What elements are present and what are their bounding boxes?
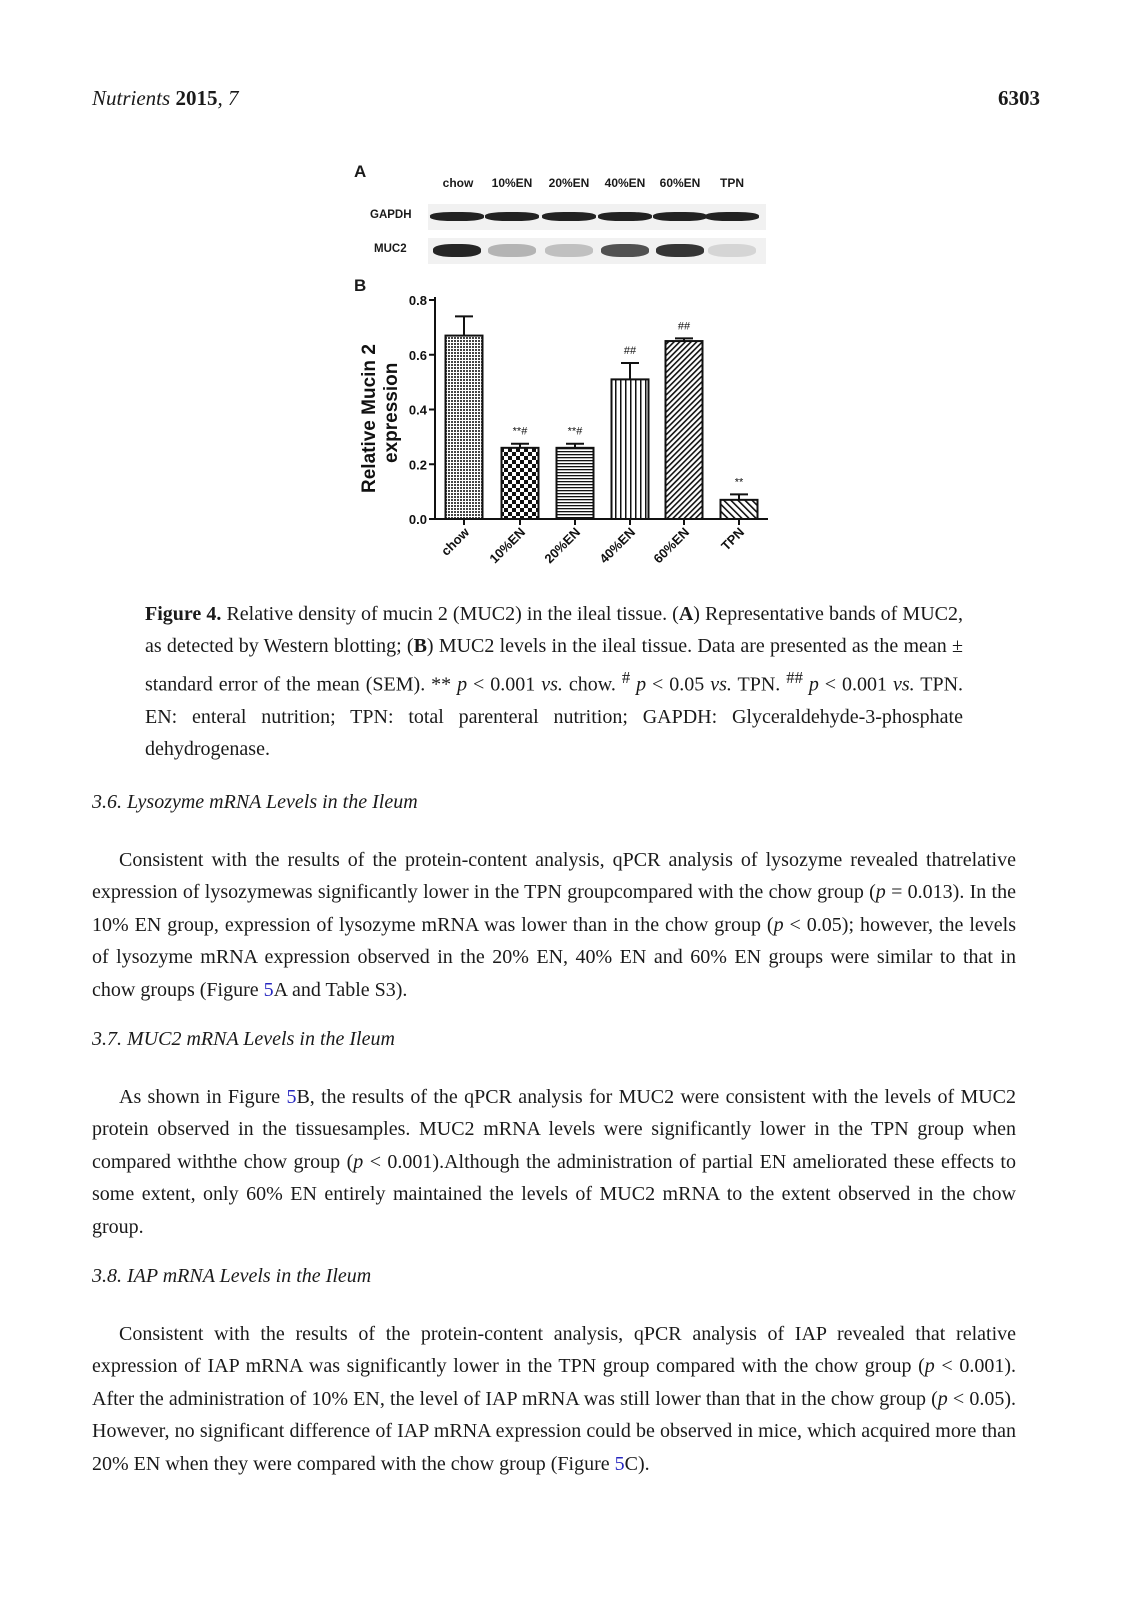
caption-ref-b: B xyxy=(413,635,427,657)
y-tick-label: 0.0 xyxy=(408,512,427,527)
x-tick-label: chow xyxy=(438,524,473,559)
paragraph-text: A and Table S3). xyxy=(273,978,408,1001)
significance-annotation: **# xyxy=(567,425,583,438)
journal-name: Nutrients xyxy=(92,86,171,110)
bar-chart xyxy=(340,160,800,600)
y-tick-label: 0.2 xyxy=(408,457,427,473)
gapdh-label: GAPDH xyxy=(370,209,412,221)
bar-tpn xyxy=(721,500,758,519)
lane-label-20en: 20%EN xyxy=(548,176,590,190)
caption-text: TPN. xyxy=(731,673,787,696)
paragraph-text: < 0.05). However, no significant difference of IAP mRNA expression could be observed in mice, which acquired more than 20% EN when they were compared with the chow group (Figure xyxy=(92,1387,1016,1475)
paragraph-text: Consistent with the results of the protein-content analysis, qPCR analysis of IAP revealed that relative expression of IAP mRNA was significantly lower in the TPN group compared with the chow group ( xyxy=(92,1323,1016,1378)
y-tick-label: 0.4 xyxy=(408,402,427,418)
paragraph-text: < 0.001).Although the administration of partial EN ameliorated these effects to some extent, only 60% EN entirely maintained the levels of MUC2 mRNA to the extent observed in the chow group. xyxy=(92,1150,1016,1238)
figure-link[interactable]: 5 xyxy=(286,1086,297,1108)
caption-text: Relative density of mucin 2 (MUC2) in the ileal tissue. ( xyxy=(221,603,679,625)
bar-20en xyxy=(557,448,594,519)
bar-40en xyxy=(612,379,649,519)
caption-text: < 0.001 xyxy=(467,673,542,696)
panel-a-letter: A xyxy=(354,162,367,181)
caption-p: p xyxy=(457,673,468,696)
bar-10en xyxy=(502,448,539,519)
caption-sup: ## xyxy=(786,668,803,687)
paragraph-text: As shown in Figure xyxy=(119,1086,287,1108)
lane-label-60en: 60%EN xyxy=(659,176,701,190)
figure-link[interactable]: 5 xyxy=(614,1452,625,1475)
significance-annotation: ## xyxy=(623,344,637,357)
paragraph-p: p xyxy=(924,1355,935,1378)
y-tick-label: 0.6 xyxy=(408,347,427,363)
y-axis-label-line2: expression xyxy=(381,362,402,463)
caption-vs: vs. xyxy=(541,673,563,696)
figure-link[interactable]: 5 xyxy=(263,978,274,1001)
caption-p: p xyxy=(802,673,819,696)
paragraph-text: < 0.001). After the administration of 10% EN, the level of IAP mRNA was still lower than that in the chow group ( xyxy=(92,1355,1016,1410)
lane-label-40en: 40%EN xyxy=(604,176,646,190)
panel-b-letter: B xyxy=(354,276,367,295)
paragraph-3-6 xyxy=(92,844,1016,1006)
caption-text: TPN. EN: enteral nutrition; TPN: total parenteral nutrition; GAPDH: Glyceraldehyde-3-phosphate dehydrogenase. xyxy=(145,673,964,760)
running-header xyxy=(92,86,1040,116)
paragraph-p: p xyxy=(875,881,886,904)
section-title-3-8: 3.8. IAP mRNA Levels in the Ileum xyxy=(92,1265,372,1287)
lane-label-chow: chow xyxy=(442,176,474,190)
paragraph-p: p xyxy=(773,913,784,936)
caption-label: Figure 4. xyxy=(145,603,222,625)
x-tick-label: 40%EN xyxy=(596,524,639,567)
paragraph-3-7 xyxy=(92,1081,1016,1243)
section-title-3-7: 3.7. MUC2 mRNA Levels in the Ileum xyxy=(92,1028,395,1050)
paragraph-text: B, the results of the qPCR analysis for MUC2 were consistent with the levels of MUC2 protein observed in the tissuesamples. MUC2 mRNA levels were significantly lower in the TPN group when compared withthe chow group ( xyxy=(92,1086,1017,1173)
significance-annotation: ## xyxy=(677,320,691,333)
journal-volume: , 7 xyxy=(217,86,239,110)
paragraph-text: Consistent with the results of the protein-content analysis, qPCR analysis of lysozyme revealed thatrelative expression of lysozymewas significantly lower in the TPN groupcompared with the chow group ( xyxy=(92,849,1016,904)
caption-text: chow. xyxy=(562,673,622,696)
paragraph-text: < 0.05); however, the levels of lysozyme mRNA expression observed in the 20% EN, 40% EN and 60% EN groups were similar to that in chow groups (Figure xyxy=(92,913,1017,1001)
lane-label-10en: 10%EN xyxy=(491,176,533,190)
paragraph-3-8 xyxy=(92,1318,1016,1480)
y-tick-label: 0.8 xyxy=(408,293,427,308)
bar-chow xyxy=(446,336,483,519)
caption-vs: vs. xyxy=(892,673,915,696)
significance-annotation: ** xyxy=(734,476,744,489)
journal-year: 2015 xyxy=(175,86,218,110)
figure-4 xyxy=(340,160,800,600)
caption-text: < 0.001 xyxy=(818,673,893,696)
page-number: 6303 xyxy=(998,86,1040,110)
x-tick-label: 20%EN xyxy=(541,524,584,567)
paragraph-p: p xyxy=(937,1387,948,1410)
caption-p: p xyxy=(630,673,647,696)
section-title-3-6: 3.6. Lysozyme mRNA Levels in the Ileum xyxy=(92,791,418,813)
caption-ref-a: A xyxy=(678,603,694,625)
x-tick-label: 10%EN xyxy=(486,524,529,567)
paragraph-text: = 0.013). In the 10% EN group, expression of lysozyme mRNA was lower than in the chow group ( xyxy=(92,881,1016,936)
significance-annotation: **# xyxy=(512,425,528,438)
bar-60en xyxy=(666,341,703,519)
y-axis-label-line1: Relative Mucin 2 xyxy=(359,344,380,493)
caption-sup: # xyxy=(621,668,631,687)
muc2-label: MUC2 xyxy=(374,243,407,255)
figure-caption xyxy=(145,598,963,765)
caption-text: < 0.05 xyxy=(646,673,711,696)
paragraph-text: C). xyxy=(624,1452,650,1475)
caption-text: ) Representative bands of MUC2, as detected by Western blotting; ( xyxy=(145,603,963,657)
lane-label-tpn: TPN xyxy=(720,176,744,190)
x-tick-label: 60%EN xyxy=(650,524,693,567)
x-tick-label: TPN xyxy=(718,524,748,554)
caption-text: ) MUC2 levels in the ileal tissue. Data are presented as the mean ± standard error of the mean (SEM). ** xyxy=(145,635,963,696)
caption-vs: vs. xyxy=(710,673,732,696)
paragraph-p: p xyxy=(353,1150,364,1173)
